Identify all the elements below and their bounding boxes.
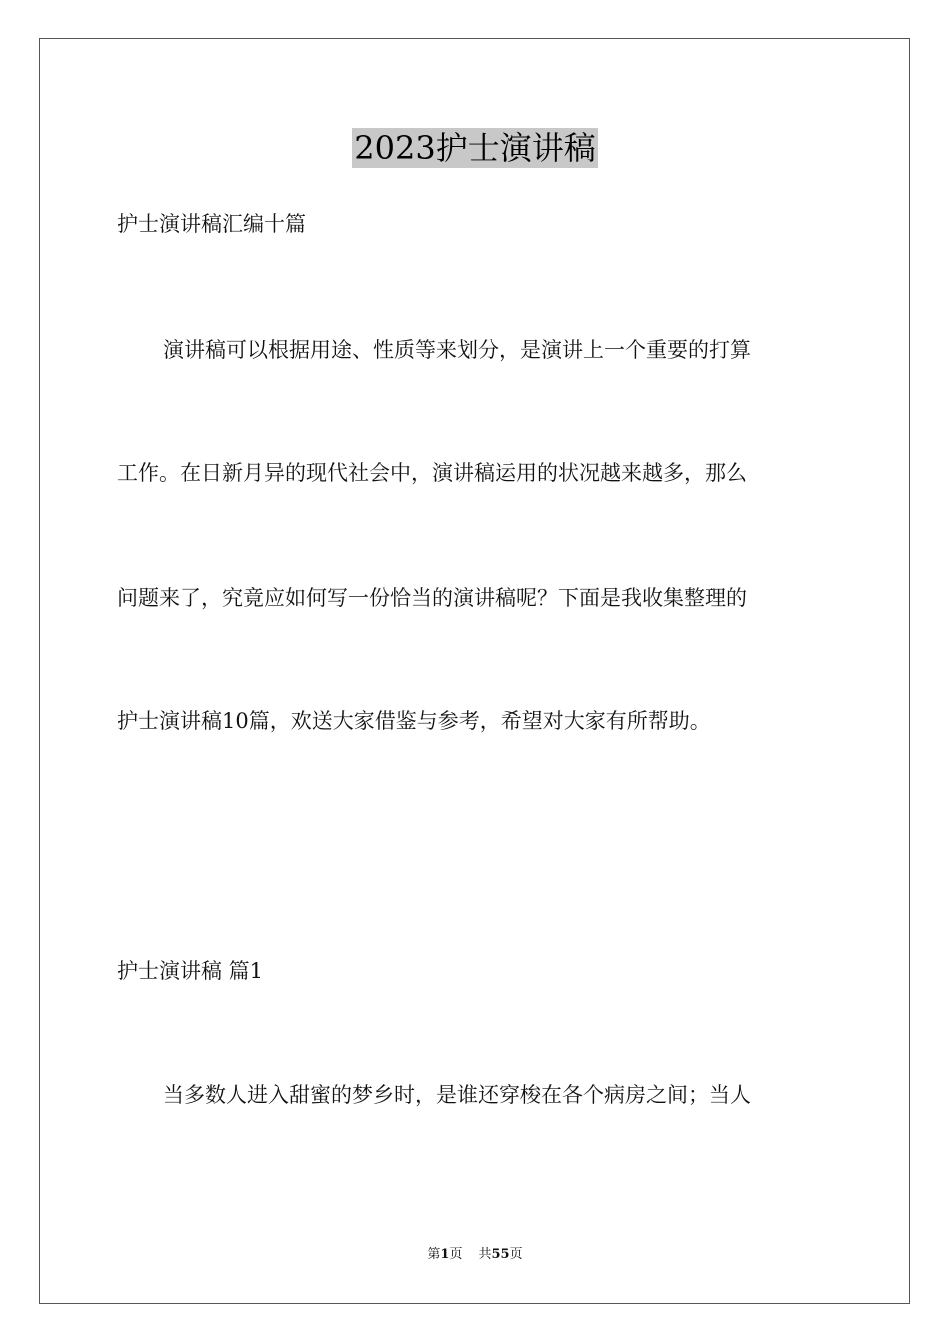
document-subtitle: 护士演讲稿汇编十篇 xyxy=(117,212,306,236)
title-container xyxy=(0,128,950,168)
footer-total-pages: 55 xyxy=(491,1247,510,1262)
footer-page-number: 1 xyxy=(440,1247,450,1262)
intro-line-4: 护士演讲稿10篇，欢送大家借鉴与参考，希望对大家有所帮助。 xyxy=(117,709,711,733)
section-line-1: 当多数人进入甜蜜的梦乡时，是谁还穿梭在各个病房之间；当人 xyxy=(163,1083,751,1107)
intro-line-2: 工作。在日新月异的现代社会中，演讲稿运用的状况越来越多，那么 xyxy=(117,461,747,485)
footer-total-prefix: 共 xyxy=(478,1247,492,1262)
page-footer xyxy=(0,1246,950,1264)
document-title: 2023护士演讲稿 xyxy=(354,129,596,167)
intro-line-1: 演讲稿可以根据用途、性质等来划分，是演讲上一个重要的打算 xyxy=(163,338,751,362)
footer-page-suffix: 页 xyxy=(449,1247,463,1262)
intro-line-3: 问题来了，究竟应如何写一份恰当的演讲稿呢？下面是我收集整理的 xyxy=(117,586,747,610)
footer-total-suffix: 页 xyxy=(509,1247,523,1262)
footer-page-prefix: 第 xyxy=(427,1247,441,1262)
section-heading: 护士演讲稿 篇1 xyxy=(117,959,264,983)
